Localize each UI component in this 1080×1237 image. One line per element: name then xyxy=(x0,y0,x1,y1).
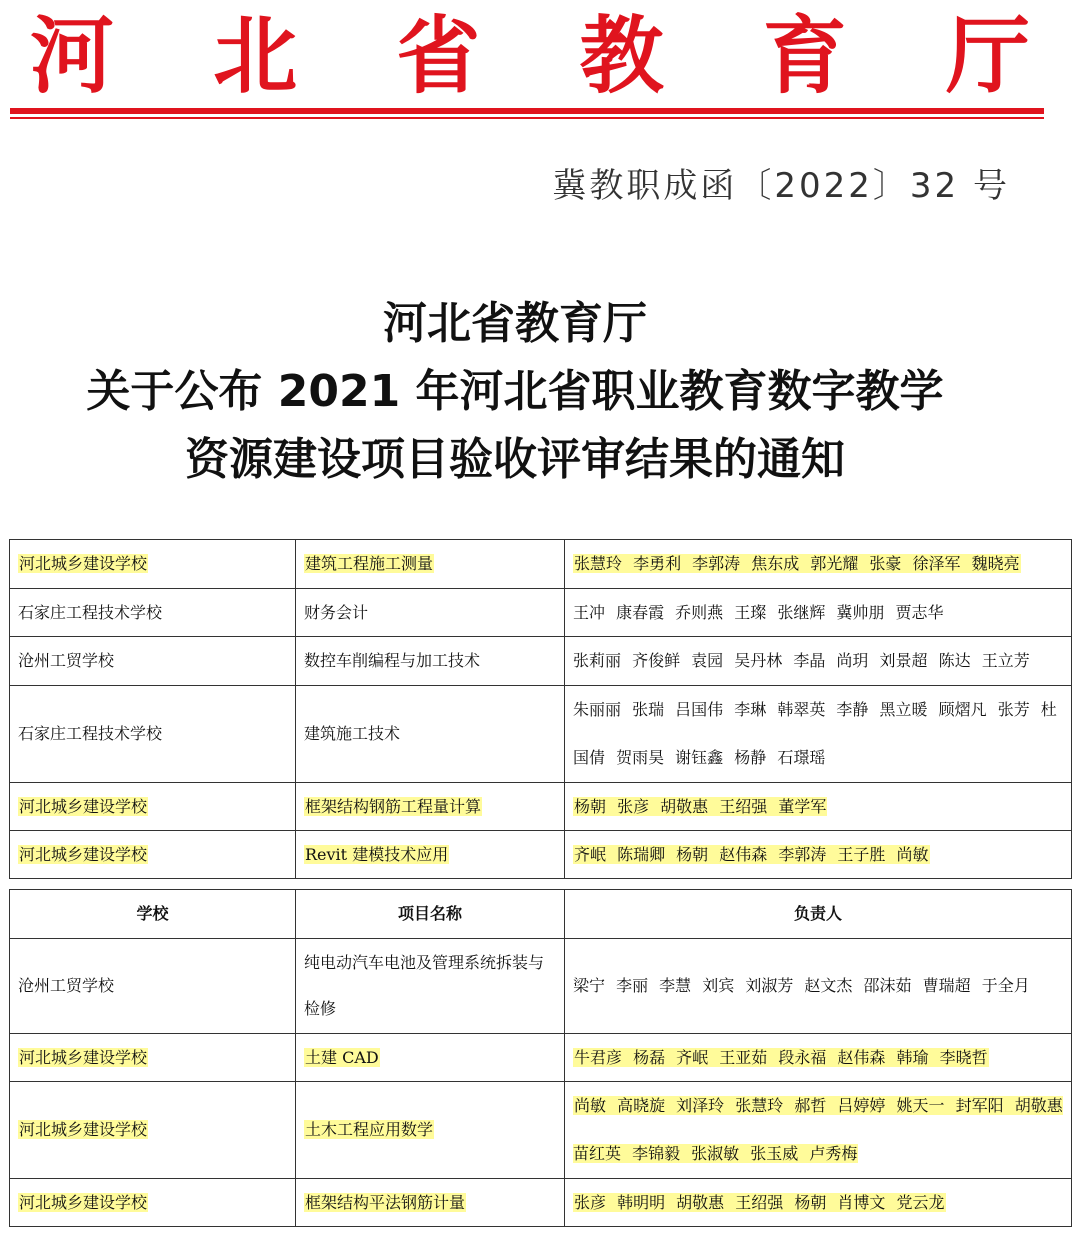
results-table xyxy=(9,889,1072,1227)
project-name: 土木工程应用数学 xyxy=(305,1120,434,1139)
leader-names: 牛君彦 杨磊 齐岷 王亚茹 段永福 赵伟森 韩瑜 李晓哲 xyxy=(574,1047,988,1067)
project-cell xyxy=(296,783,565,831)
leaders-cell: 朱丽丽 张瑞 吕国伟 李琳 韩翠英 李静 黑立暖 顾熠凡 张芳 杜国倩 贺雨昊 谢钰鑫 杨静 石璟瑶 xyxy=(565,686,1072,783)
leaders-cell xyxy=(565,783,1072,831)
project-cell xyxy=(296,1034,565,1082)
letterhead-char: 育 xyxy=(762,7,847,105)
project-name: 土建 CAD xyxy=(305,1047,379,1067)
project-cell xyxy=(296,1179,565,1227)
school-name: 河北城乡建设学校 xyxy=(19,796,148,816)
school-cell xyxy=(10,783,296,831)
table-row xyxy=(10,1082,1072,1179)
project-cell: 财务会计 xyxy=(296,589,565,637)
letterhead-rule-thin xyxy=(10,117,1044,119)
column-header-school: 学校 xyxy=(10,890,296,939)
leaders-cell: 张莉丽 齐俊鲜 袁园 吴丹林 李晶 尚玥 刘景超 陈达 王立芳 xyxy=(565,637,1072,686)
letterhead xyxy=(30,6,1030,106)
school-cell xyxy=(10,1034,296,1082)
project-cell: 数控车削编程与加工技术 xyxy=(296,637,565,686)
project-cell xyxy=(296,831,565,879)
school-cell xyxy=(10,831,296,879)
table-header-row xyxy=(10,890,1072,939)
title-line-1: 河北省教育厅 xyxy=(383,298,647,349)
project-name: 框架结构平法钢筋计量 xyxy=(305,1192,466,1212)
table-row xyxy=(10,686,1072,783)
project-cell: 纯电动汽车电池及管理系统拆装与检修 xyxy=(296,939,565,1034)
table-row xyxy=(10,1034,1072,1082)
school-name: 河北城乡建设学校 xyxy=(19,844,148,864)
results-table-continued xyxy=(9,539,1072,879)
letterhead-char: 教 xyxy=(579,7,664,105)
project-cell xyxy=(296,1082,565,1179)
project-name: 建筑工程施工测量 xyxy=(305,554,434,573)
title-line-2: 关于公布 2021 年河北省职业教育数字教学 xyxy=(86,366,944,417)
project-cell: 建筑施工技术 xyxy=(296,686,565,783)
school-cell xyxy=(10,1179,296,1227)
table-row xyxy=(10,637,1072,686)
column-header-project: 项目名称 xyxy=(296,890,565,939)
letterhead-char: 厅 xyxy=(945,7,1030,105)
school-name: 河北城乡建设学校 xyxy=(19,1120,148,1139)
title-line-3: 资源建设项目验收评审结果的通知 xyxy=(185,434,845,485)
school-name: 河北城乡建设学校 xyxy=(19,1047,148,1067)
leaders-cell xyxy=(565,1034,1072,1082)
table-row xyxy=(10,783,1072,831)
leader-names: 尚敏 高晓旋 刘泽玲 张慧玲 郝哲 吕婷婷 姚天一 封军阳 胡敬惠 苗红英 李锦毅 张淑敏 张玉威 卢秀梅 xyxy=(573,1096,1063,1163)
school-cell xyxy=(10,1082,296,1179)
letterhead-rule xyxy=(10,108,1044,114)
table-row xyxy=(10,831,1072,879)
school-cell: 石家庄工程技术学校 xyxy=(10,686,296,783)
table-row xyxy=(10,540,1072,589)
notice-title xyxy=(0,290,1030,494)
column-header-leader: 负责人 xyxy=(565,890,1072,939)
school-cell: 沧州工贸学校 xyxy=(10,637,296,686)
leaders-cell xyxy=(565,831,1072,879)
project-cell xyxy=(296,540,565,589)
school-cell: 沧州工贸学校 xyxy=(10,939,296,1034)
school-cell: 石家庄工程技术学校 xyxy=(10,589,296,637)
leaders-cell xyxy=(565,1179,1072,1227)
table-row xyxy=(10,589,1072,637)
leader-names: 张慧玲 李勇利 李郭涛 焦东成 郭光耀 张豪 徐泽军 魏晓亮 xyxy=(574,554,1020,573)
leader-names: 杨朝 张彦 胡敬惠 王绍强 董学军 xyxy=(574,796,827,816)
school-cell xyxy=(10,540,296,589)
letterhead-char: 北 xyxy=(213,7,298,105)
school-name: 河北城乡建设学校 xyxy=(19,554,148,573)
leaders-cell xyxy=(565,540,1072,589)
leader-names: 齐岷 陈瑞卿 杨朝 赵伟森 李郭涛 王子胜 尚敏 xyxy=(574,844,929,864)
leaders-cell xyxy=(565,1082,1072,1179)
leader-names: 张彦 韩明明 胡敬惠 王绍强 杨朝 肖博文 党云龙 xyxy=(574,1192,945,1212)
letterhead-char: 省 xyxy=(396,7,481,105)
school-name: 河北城乡建设学校 xyxy=(19,1192,148,1212)
project-name: Revit 建模技术应用 xyxy=(305,844,449,864)
table-row xyxy=(10,1179,1072,1227)
leaders-cell: 梁宁 李丽 李慧 刘宾 刘淑芳 赵文杰 邵沫茹 曹瑞超 于全月 xyxy=(565,939,1072,1034)
letterhead-char: 河 xyxy=(30,7,115,105)
table-row xyxy=(10,939,1072,1034)
leaders-cell: 王冲 康春霞 乔则燕 王璨 张继辉 冀帅朋 贾志华 xyxy=(565,589,1072,637)
project-name: 框架结构钢筋工程量计算 xyxy=(305,796,482,816)
document-number: 冀教职成函〔2022〕32 号 xyxy=(552,166,1010,206)
